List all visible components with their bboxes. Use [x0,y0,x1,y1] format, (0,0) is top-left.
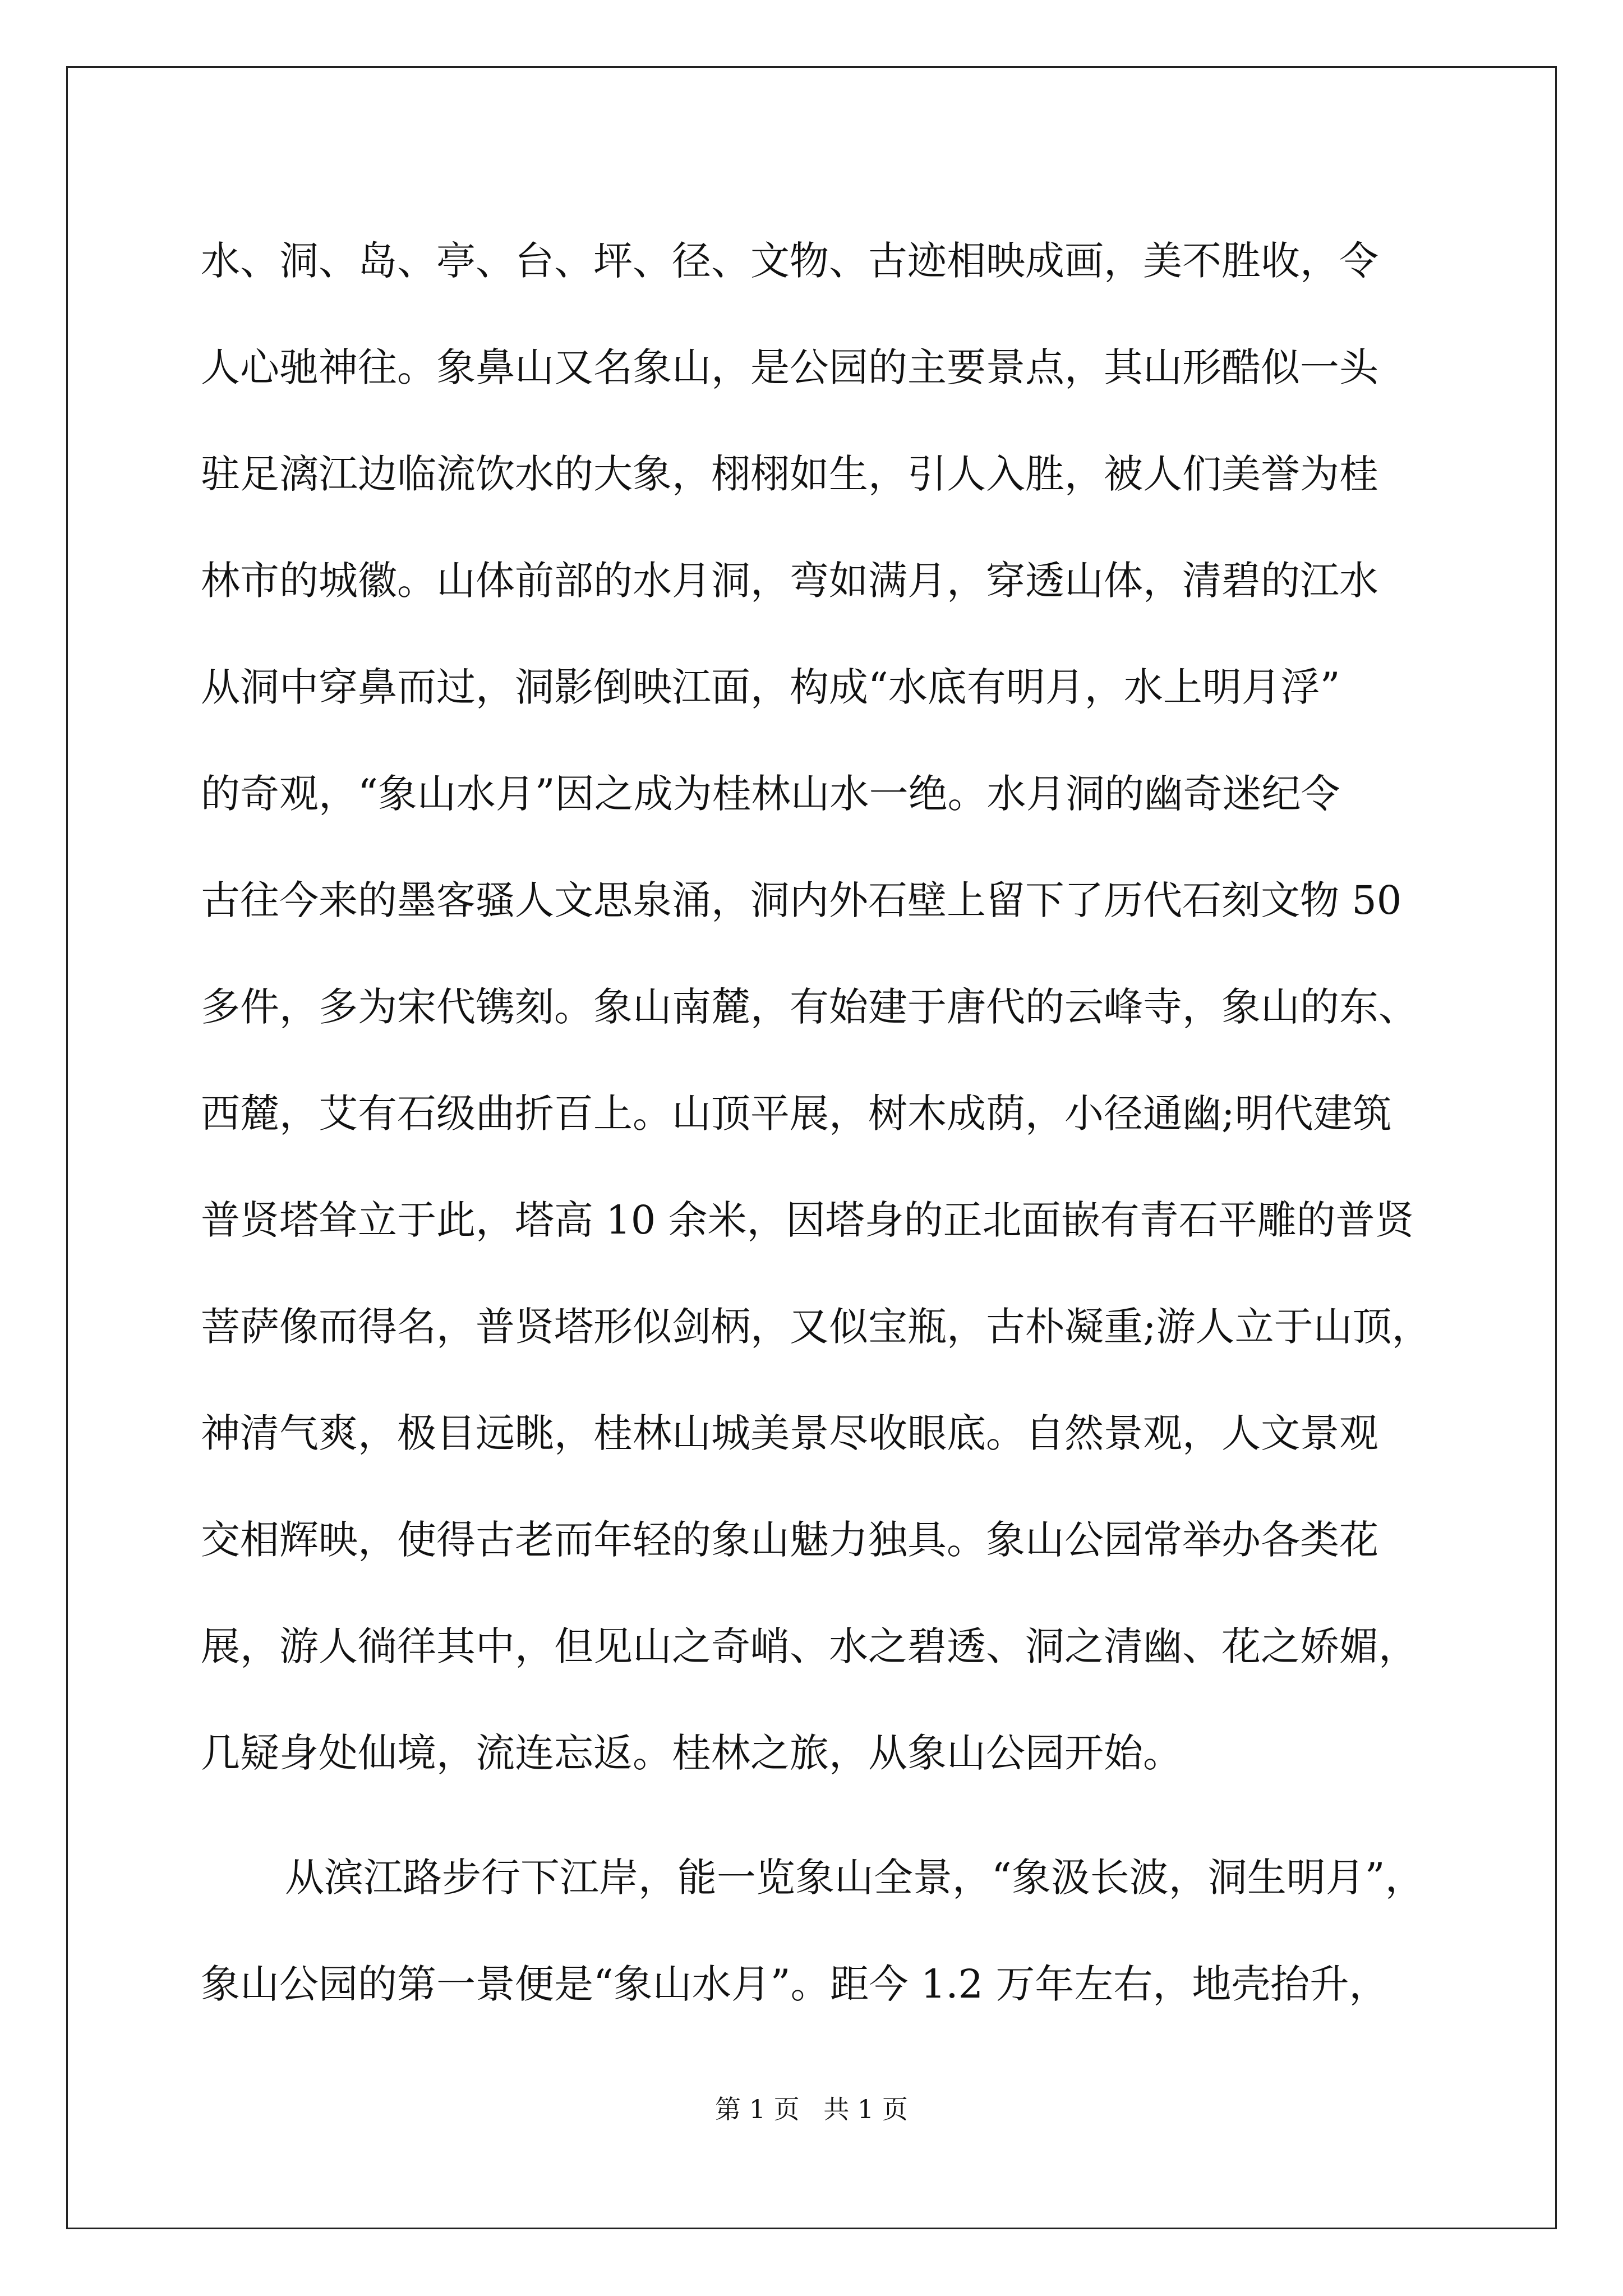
text-line: 林市的城徽。山体前部的水月洞，弯如满月，穿透山体，清碧的江水 [201,558,1378,604]
text-line: 从洞中穿鼻而过，洞影倒映江面，构成“水底有明月，水上明月浮” [201,664,1340,710]
text-line: 菩萨像而得名，普贤塔形似剑柄，又似宝瓶，古朴凝重;游人立于山顶， [201,1304,1431,1350]
text-line: 展，游人徜徉其中，但见山之奇峭、水之碧透、洞之清幽、花之娇媚， [201,1623,1418,1669]
text-line: 象山公园的第一景便是“象山水月”。距今 1.2 万年左右，地壳抬升， [201,1961,1389,2007]
text-line: 多件，多为宋代镌刻。象山南麓，有始建于唐代的云峰寺，象山的东、 [201,984,1418,1030]
text-line: 交相辉映，使得古老而年轻的象山魅力独具。象山公园常举办各类花 [201,1517,1378,1563]
paragraph [201,1824,1496,2037]
page-number: 第 1 页 [715,2094,800,2124]
text-line: 神清气爽，极目远眺，桂林山城美景尽收眼底。自然景观，人文景观 [201,1410,1378,1456]
text-line: 普贤塔耸立于此，塔高 10 余米，因塔身的正北面嵌有青石平雕的普贤 [201,1197,1414,1243]
text-line: 的奇观，“象山水月”因之成为桂林山水一绝。水月洞的幽奇迷纪令 [201,771,1340,817]
text-line: 水、洞、岛、亭、台、坪、径、文物、古迹相映成画，美不胜收，令 [201,238,1378,284]
paragraph [201,208,1496,1806]
text-line: 古往今来的墨客骚人文思泉涌，洞内外石壁上留下了历代石刻文物 50 [201,877,1402,923]
page-total: 共 1 页 [823,2094,908,2124]
document-body [201,208,1496,2037]
page-footer [0,2092,1623,2126]
text-line: 西麓，艾有石级曲折百上。山顶平展，树木成荫，小径通幽;明代建筑 [201,1091,1392,1137]
text-line: 几疑身处仙境，流连忘返。桂林之旅，从象山公园开始。 [201,1730,1182,1776]
text-line: 从滨江路步行下江岸，能一览象山全景，“象汲长波，洞生明月”， [285,1855,1424,1901]
text-line: 驻足漓江边临流饮水的大象，栩栩如生，引人入胜，被人们美誉为桂 [201,451,1378,497]
text-line: 人心驰神往。象鼻山又名象山，是公园的主要景点，其山形酷似一头 [201,344,1378,390]
